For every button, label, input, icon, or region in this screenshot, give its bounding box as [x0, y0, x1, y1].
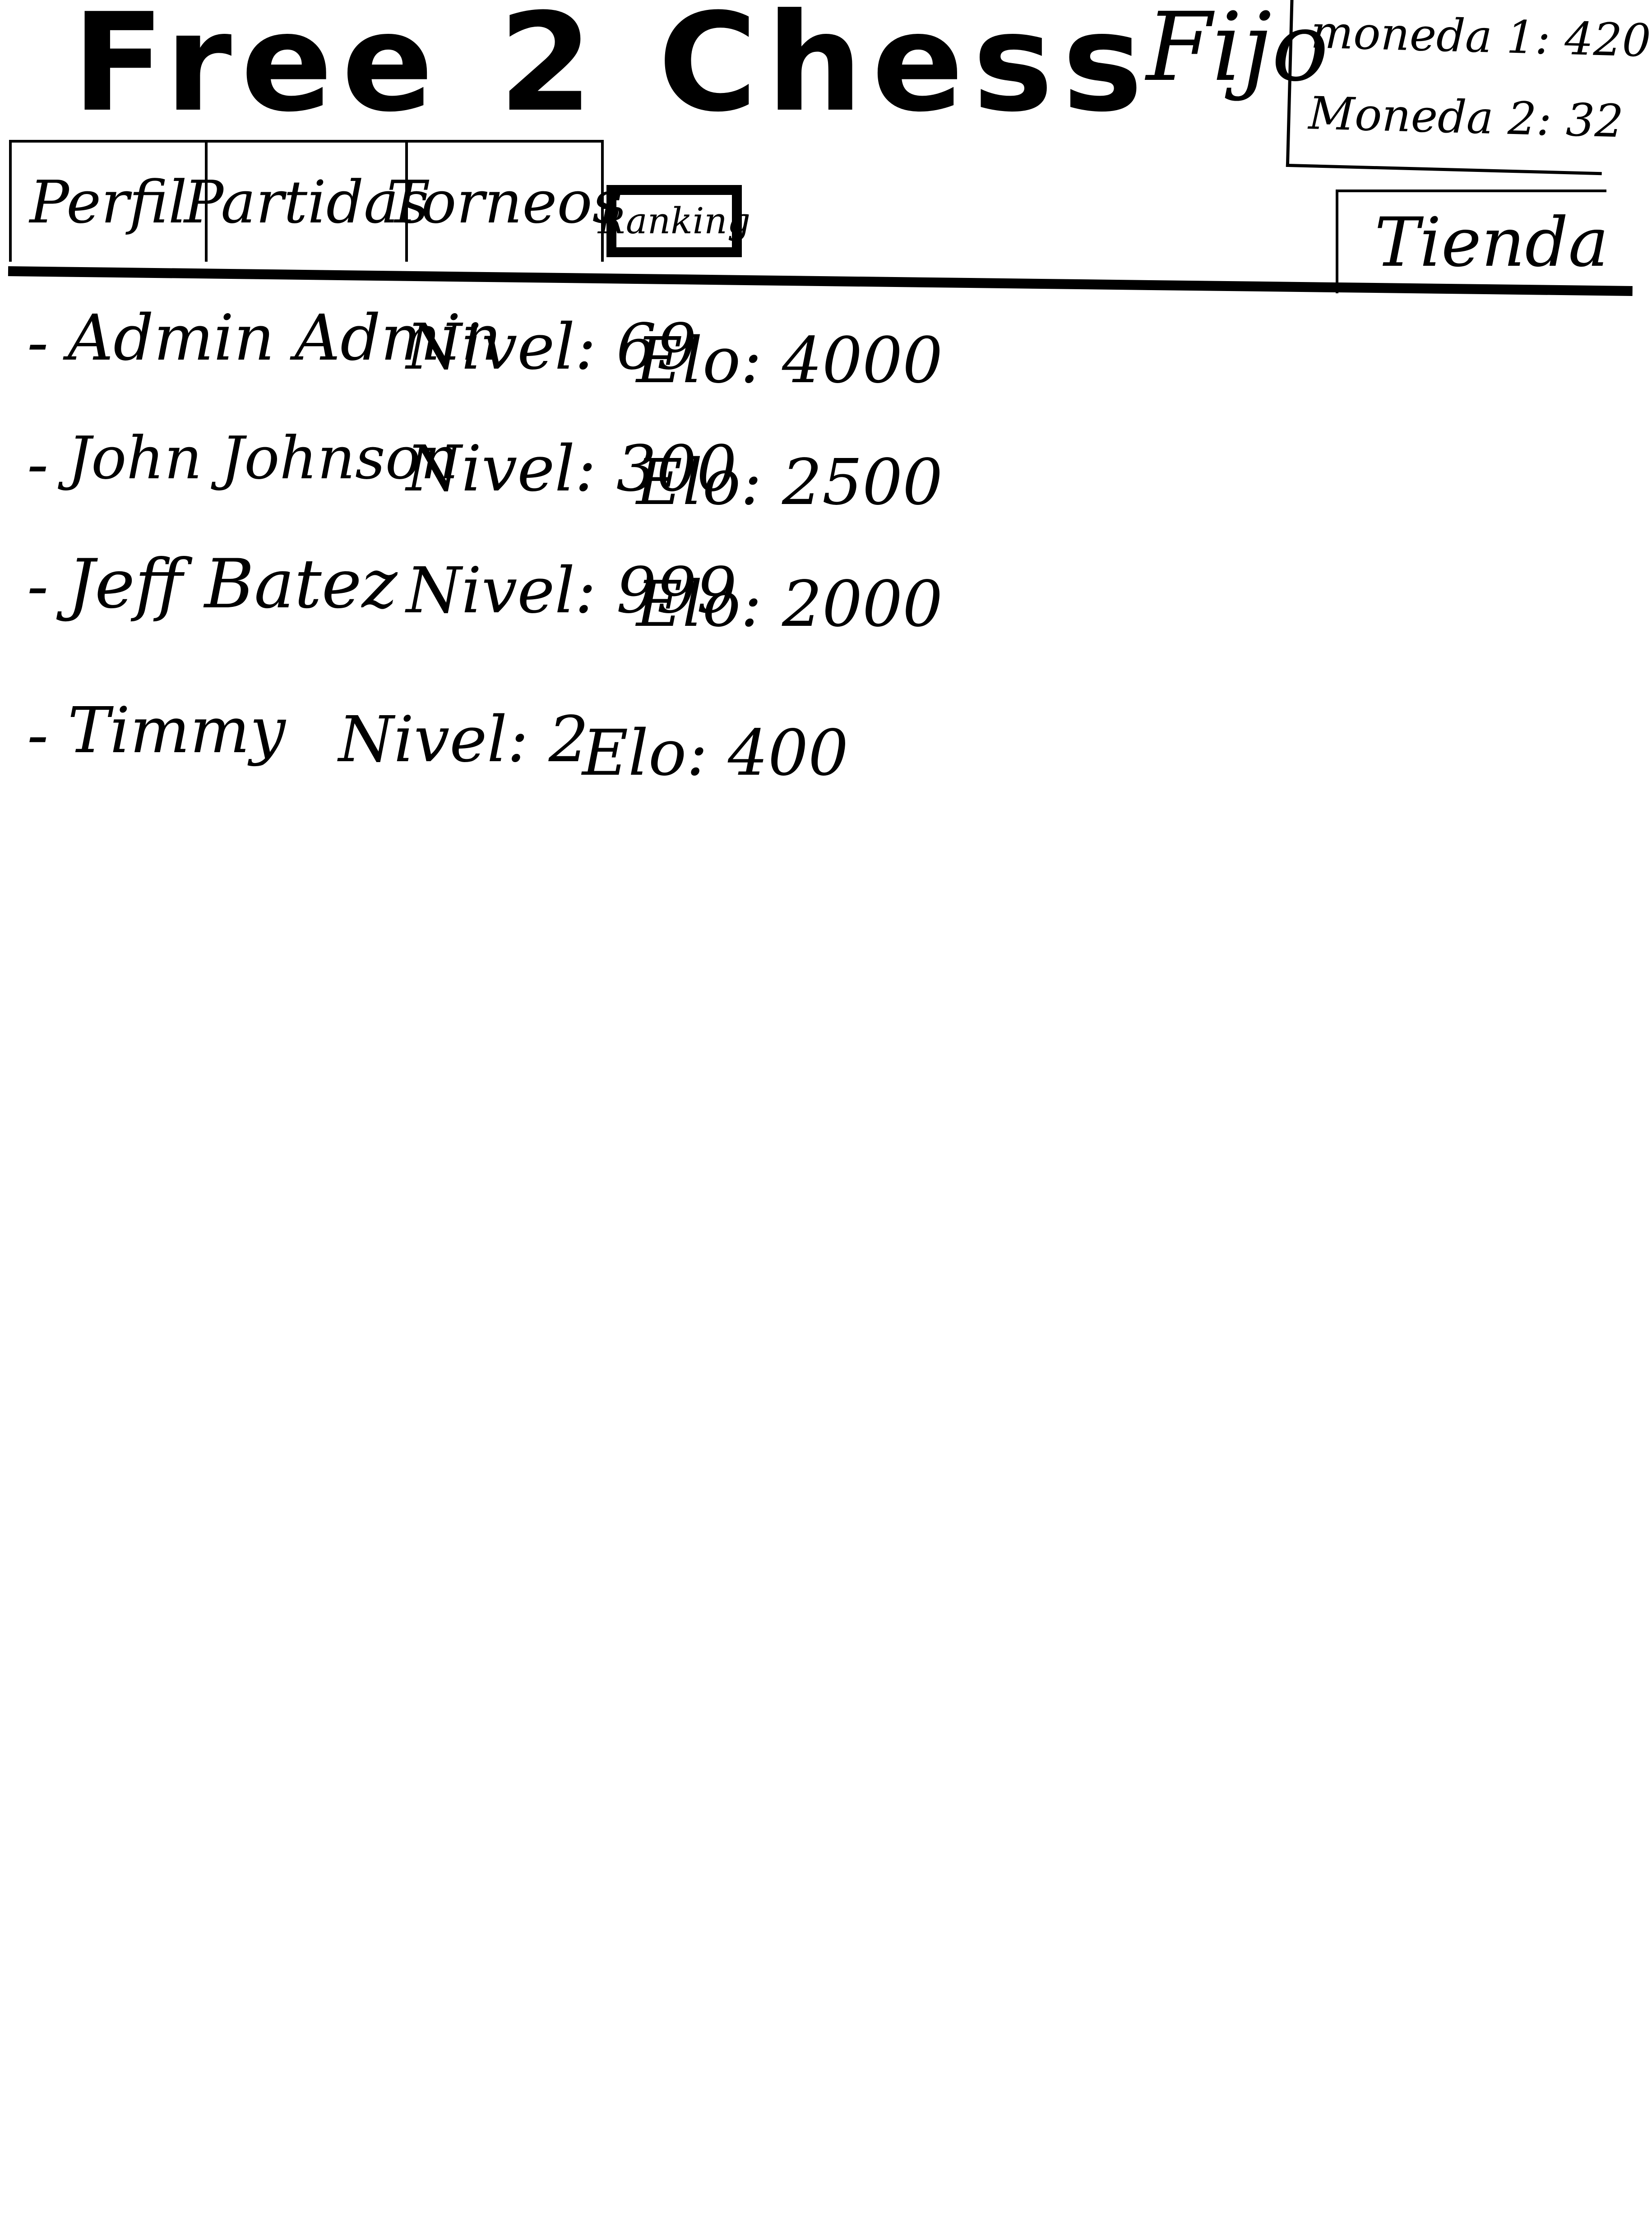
player-name: John Johnson	[68, 424, 458, 492]
player-level: Nivel: 2	[338, 703, 589, 777]
app-title: Free 2 Chess	[72, 0, 1152, 142]
player-elo: Elo: 2500	[636, 446, 943, 519]
player-name: Timmy	[68, 694, 286, 768]
player-name: Admin Admin	[68, 301, 502, 375]
player-level: Nivel: 300	[406, 432, 737, 506]
main-tabs	[9, 140, 751, 262]
player-elo: Elo: 400	[582, 717, 849, 790]
tab-partidas[interactable]: Partidas	[205, 140, 408, 262]
tab-perfil[interactable]: Perfil	[9, 140, 208, 262]
list-dash: -	[27, 306, 49, 379]
ranking-row	[27, 532, 943, 654]
player-level: Nivel: 69	[406, 310, 697, 384]
list-dash: -	[27, 550, 49, 623]
player-elo: Elo: 4000	[636, 324, 943, 398]
currency-panel	[1286, 0, 1652, 175]
tab-tienda[interactable]: Tienda	[1336, 190, 1606, 293]
ranking-row	[27, 411, 943, 532]
tab-torneos[interactable]: Torneos	[405, 140, 604, 262]
ranking-row	[27, 289, 943, 411]
ranking-row	[27, 681, 930, 803]
currency-2: Moneda 2: 32	[1308, 87, 1624, 148]
tab-ranking[interactable]: Ranking	[606, 185, 742, 257]
player-elo: Elo: 2000	[636, 568, 943, 641]
currency-1: moneda 1: 420	[1310, 5, 1652, 67]
ranking-list	[27, 289, 943, 803]
list-dash: -	[27, 428, 49, 501]
player-name: Jeff Batez	[68, 545, 398, 624]
user-name[interactable]: Fijo	[1146, 0, 1329, 102]
player-level: Nivel: 999	[406, 554, 737, 628]
list-dash: -	[27, 698, 49, 772]
